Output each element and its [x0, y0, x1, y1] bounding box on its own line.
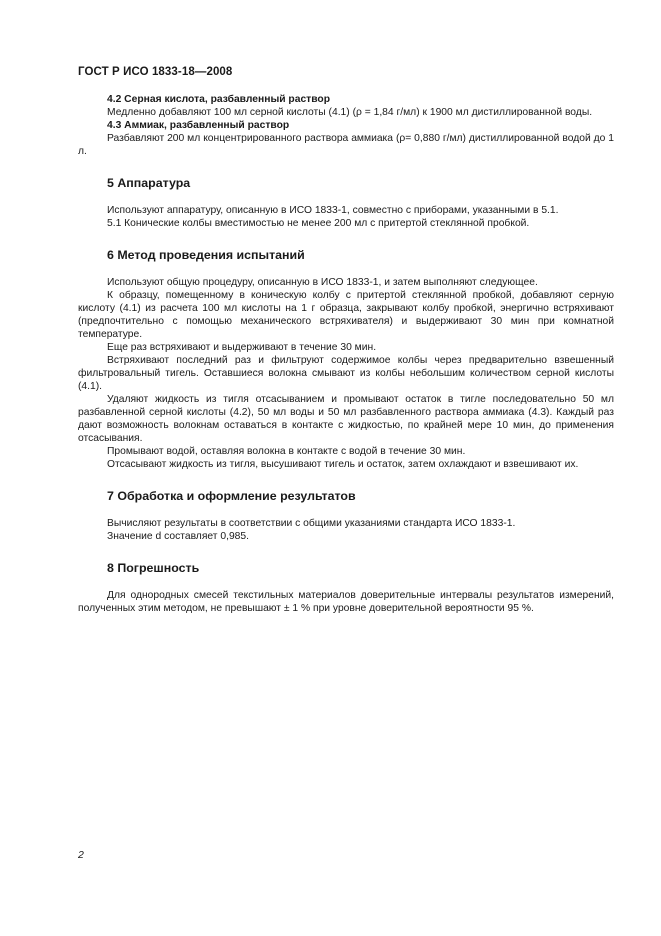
section-5-paragraph: Используют аппаратуру, описанную в ИСО 1833-1, совместно с приборами, указанными в 5.1. [107, 205, 559, 216]
section-6-paragraph: Используют общую процедуру, описанную в ИСО 1833-1, и затем выполняют следующее. [107, 277, 538, 288]
section-6-paragraph: К образцу, помещенному в коническую колбу с притертой стеклянной пробкой, добавляют серную кислоту (4.1) из расчета 100 мл кислоты на 1 г образца, закрывают колбу пробкой, энергично встряхивают (предпочтительно с помощью механического встряхивателя) и выдерживают 30 мин при комнатной температуре. [78, 290, 614, 340]
section-7-title: 7 Обработка и оформление результатов [107, 489, 356, 503]
section-8-title: 8 Погрешность [107, 561, 200, 575]
section-5-title: 5 Аппаратура [107, 176, 191, 190]
subsection-4-3-text: Разбавляют 200 мл концентрированного раствора аммиака (ρ= 0,880 г/мл) дистиллированной водой до 1 л. [78, 133, 614, 157]
section-8-paragraph: Для однородных смесей текстильных материалов доверительные интервалы результатов измерений, полученных этим методом, не превышают ± 1 % при уровне доверительной вероятности 95 %. [78, 590, 614, 614]
section-7-paragraph: Вычисляют результаты в соответствии с общими указаниями стандарта ИСО 1833-1. [107, 518, 516, 529]
section-6-paragraph: Удаляют жидкость из тигля отсасыванием и промывают остаток в тигле последовательно 50 мл разбавленной серной кислоты (4.2), 50 мл воды и 50 мл разбавленного раствора аммиака (4.3). Каждый раз дают возможность волокнам оставаться в контакте с жидкостью, по крайней мере 10 мин, до применения отсасывания. [78, 394, 614, 444]
subsection-4-3-title: 4.3 Аммиак, разбавленный раствор [107, 120, 290, 131]
document-body [78, 93, 614, 615]
section-6-paragraph: Промывают водой, оставляя волокна в контакте с водой в течение 30 мин. [107, 446, 466, 457]
section-6-paragraph: Встряхивают последний раз и фильтруют содержимое колбы через предварительно взвешенный фильтровальный тигель. Оставшиеся волокна смывают из колбы небольшим количеством серной кислоты (4.1). [78, 355, 614, 392]
document-header: ГОСТ Р ИСО 1833-18—2008 [78, 66, 233, 78]
section-6-paragraph: Отсасывают жидкость из тигля, высушивают тигель и остаток, затем охлаждают и взвешивают их. [107, 459, 579, 470]
subsection-4-2-text: Медленно добавляют 100 мл серной кислоты (4.1) (ρ = 1,84 г/мл) к 1900 мл дистиллированной воды. [107, 107, 593, 118]
subsection-4-2-title: 4.2 Серная кислота, разбавленный раствор [107, 94, 330, 105]
section-7-paragraph: Значение d составляет 0,985. [107, 531, 249, 542]
section-6-title: 6 Метод проведения испытаний [107, 248, 305, 262]
section-5-paragraph: 5.1 Конические колбы вместимостью не менее 200 мл с притертой стеклянной пробкой. [107, 218, 530, 229]
page-number: 2 [78, 849, 84, 861]
section-6-paragraph: Еще раз встряхивают и выдерживают в течение 30 мин. [107, 342, 377, 353]
